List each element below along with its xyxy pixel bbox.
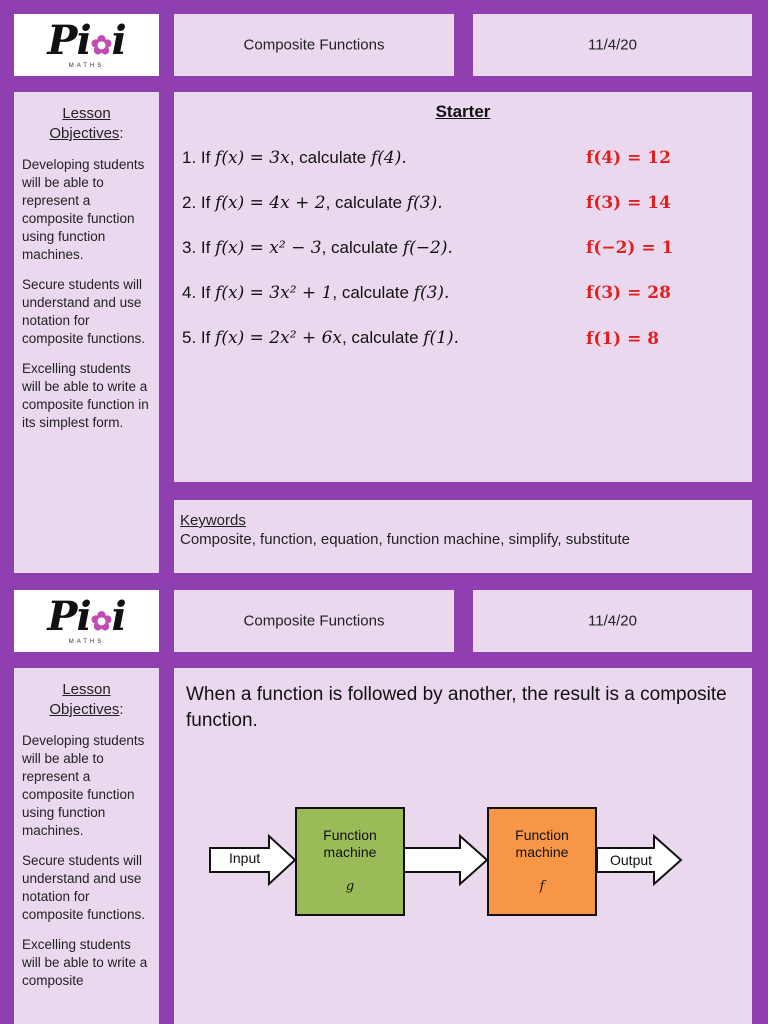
objectives-panel [14, 92, 159, 573]
objectives-title-2: Lesson Objectives: [49, 681, 124, 718]
header-date-box-2 [473, 590, 752, 652]
logo-box [14, 14, 159, 76]
header-date: 11/4/20 [588, 36, 637, 54]
starter-title: Starter [435, 102, 491, 121]
question-5: 5. If f(x) = 2x² + 6x, calculate f(1). [182, 328, 460, 348]
objective-secure-2: Secure students will understand and use notation for composite functions. [22, 853, 146, 922]
logo-subtitle: MATHS [68, 62, 105, 69]
question-1: 1. If f(x) = 3x, calculate f(4). [182, 148, 407, 168]
machine-symbol-f: f [539, 879, 545, 894]
header-title-box-2 [174, 590, 454, 652]
logo-box-2 [14, 590, 159, 652]
main-panel-2 [174, 668, 752, 1024]
header-title-box [174, 14, 454, 76]
input-label: Input [229, 850, 261, 866]
pixi-logo: Pi✿i MATHS [47, 16, 126, 69]
question-4: 4. If f(x) = 3x² + 1, calculate f(3). [182, 283, 450, 303]
flow-diagram [174, 798, 752, 958]
composite-definition: When a function is followed by another, the result is a composite function. [186, 684, 727, 731]
header-date-box [473, 14, 752, 76]
objectives-title: Lesson Objectives: [49, 105, 124, 142]
objective-developing: Developing students will be able to represent a composite function using function machines. [22, 157, 145, 262]
answer-4: f(3) = 28 [586, 283, 671, 303]
answer-1: f(4) = 12 [586, 148, 671, 168]
header-date-2: 11/4/20 [588, 612, 637, 630]
header-title-2: Composite Functions [243, 612, 385, 630]
function-machine-f: Function machine f [487, 807, 597, 916]
header-title: Composite Functions [243, 36, 385, 54]
pixi-logo-2: Pi✿i MATHS [47, 592, 126, 645]
objective-developing-2: Developing students will be able to represent a composite function using function machines. [22, 733, 145, 838]
starter-panel [174, 92, 752, 482]
answer-3: f(−2) = 1 [586, 238, 674, 258]
keywords-list: Composite, function, equation, function machine, simplify, substitute [180, 531, 630, 548]
machine-symbol-g: g [345, 879, 355, 894]
objective-excelling: Excelling students will be able to write a composite function in its simplest form. [22, 361, 149, 430]
answer-2: f(3) = 14 [586, 193, 671, 213]
objective-secure: Secure students will understand and use notation for composite functions. [22, 277, 146, 346]
objective-excelling-2: Excelling students will be able to write a composite [22, 937, 148, 988]
output-label: Output [610, 852, 653, 868]
answer-5: f(1) = 8 [586, 329, 660, 349]
question-3: 3. If f(x) = x² − 3, calculate f(−2). [182, 238, 453, 258]
keywords-title: Keywords [180, 512, 246, 529]
question-2: 2. If f(x) = 4x + 2, calculate f(3). [182, 193, 443, 213]
function-machine-g: Function machine g [295, 807, 405, 916]
objectives-panel-2 [14, 668, 159, 1024]
middle-arrow [403, 836, 487, 884]
logo-subtitle-2: MATHS [68, 638, 105, 645]
keywords-panel [174, 500, 752, 573]
